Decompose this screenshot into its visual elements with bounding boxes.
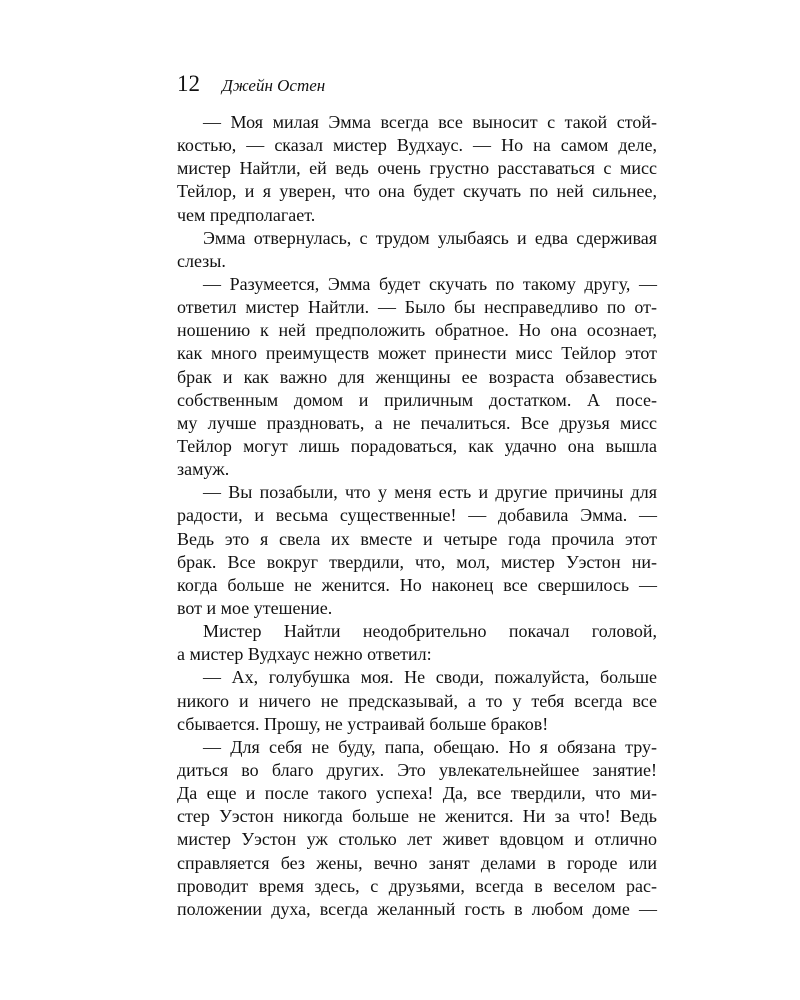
text-line: Ведь это я свела их вместе и четыре года прочила этот bbox=[177, 528, 657, 549]
paragraph bbox=[177, 227, 657, 273]
text-line: — Ах, голубушка моя. Не своди, пожалуйста, больше bbox=[203, 667, 657, 688]
text-line: положении духа, всегда желанный гость в любом доме — bbox=[177, 898, 657, 919]
text-line: ответил мистер Найтли. — Было бы несправедливо по от- bbox=[177, 297, 657, 318]
text-line: сбывается. Прошу, не устраивай больше браков! bbox=[177, 713, 549, 734]
text-line: ношению к ней предположить обратное. Но она осознает, bbox=[177, 320, 657, 341]
text-line: Мистер Найтли неодобрительно покачал головой, bbox=[203, 621, 657, 642]
running-head-author: Джейн Остен bbox=[222, 76, 326, 95]
text-line: — Моя милая Эмма всегда все выносит с такой стой- bbox=[203, 112, 657, 132]
text-line: костью, — сказал мистер Вудхаус. — Но на самом деле, bbox=[177, 135, 657, 156]
text-line: брак. Все вокруг твердили, что, мол, мистер Уэстон ни- bbox=[177, 551, 657, 572]
text-line: как много преимуществ может принести мисс Тейлор этот bbox=[177, 343, 657, 364]
text-line: — Разумеется, Эмма будет скучать по такому другу, — bbox=[203, 273, 657, 294]
text-line: стер Уэстон никогда больше не женится. Ни за что! Ведь bbox=[177, 806, 657, 827]
text-line: Эмма отвернулась, с трудом улыбаясь и едва сдерживая bbox=[203, 227, 657, 248]
text-line: никого и ничего не предсказывай, а то у тебя всегда все bbox=[177, 690, 657, 711]
paragraph bbox=[177, 666, 657, 735]
text-line: мистер Уэстон уж столько лет живет вдовцом и отлично bbox=[177, 829, 657, 850]
text-line: Да еще и после такого успеха! Да, все твердили, что ми- bbox=[177, 783, 657, 804]
text-line: справляется без жены, вечно занят делами в городе или bbox=[177, 852, 657, 873]
text-line: мистер Найтли, ей ведь очень грустно расставаться с мисс bbox=[177, 158, 657, 179]
page-number: 12 bbox=[177, 71, 200, 96]
paragraph bbox=[177, 273, 657, 481]
text-line: замуж. bbox=[177, 459, 230, 480]
text-line: радости, и весьма существенные! — добавила Эмма. — bbox=[177, 505, 657, 526]
text-line: а мистер Вудхаус нежно ответил: bbox=[177, 644, 432, 665]
paragraph bbox=[177, 736, 657, 921]
text-line: собственным домом и приличным достатком. А посе- bbox=[177, 389, 657, 410]
text-line: проводит время здесь, с друзьями, всегда в веселом рас- bbox=[177, 875, 657, 896]
text-line: Тейлор могут лишь порадоваться, как удачно она вышла bbox=[177, 435, 657, 456]
body-text bbox=[177, 111, 657, 921]
text-line: — Для себя не буду, папа, обещаю. Но я обязана тру- bbox=[203, 736, 657, 757]
text-line: вот и мое утешение. bbox=[177, 597, 333, 618]
text-line: му лучше праздновать, а не печалиться. Все друзья мисс bbox=[177, 412, 657, 433]
paragraph bbox=[177, 481, 657, 620]
text-line: когда больше не женится. Но наконец все свершилось — bbox=[177, 574, 657, 595]
text-line: Тейлор, и я уверен, что она будет скучать по ней сильнее, bbox=[177, 181, 657, 202]
text-line: слезы. bbox=[177, 250, 226, 271]
running-head bbox=[177, 71, 325, 101]
text-line: — Вы позабыли, что у меня есть и другие причины для bbox=[203, 482, 657, 503]
paragraph bbox=[177, 111, 657, 227]
text-line: брак и как важно для женщины ее возраста обзавестись bbox=[177, 366, 657, 387]
text-line: чем предполагает. bbox=[177, 204, 316, 225]
paragraph bbox=[177, 620, 657, 666]
text-line: диться во благо других. Это увлекательнейшее занятие! bbox=[177, 759, 657, 780]
